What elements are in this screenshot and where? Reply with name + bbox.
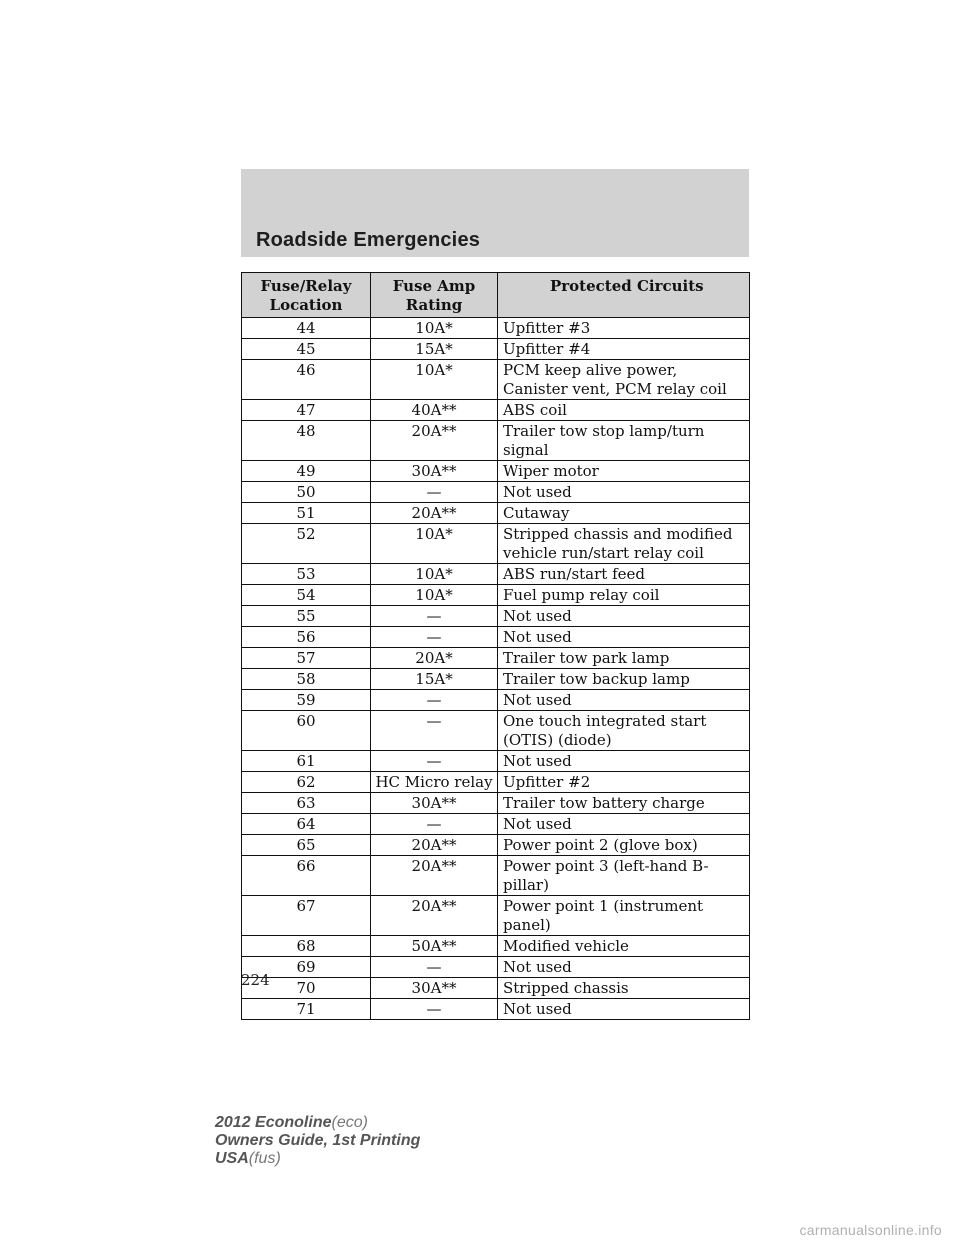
footer-model: 2012 Econoline [215, 1114, 332, 1131]
fuse-location-cell: 66 [242, 856, 371, 896]
fuse-rating-cell: — [371, 711, 498, 751]
protected-circuits-cell: PCM keep alive power, Canister vent, PCM relay coil [498, 360, 750, 400]
protected-circuits-cell: Not used [498, 690, 750, 711]
table-row [242, 461, 750, 482]
fuse-rating-cell: 30A** [371, 461, 498, 482]
table-row [242, 421, 750, 461]
protected-circuits-cell: Upfitter #2 [498, 772, 750, 793]
fuse-location-cell: 70 [242, 978, 371, 999]
header-protected-circuits: Protected Circuits [498, 273, 750, 318]
table-row [242, 835, 750, 856]
fuse-location-cell: 64 [242, 814, 371, 835]
footer-market: USA [215, 1150, 249, 1167]
fuse-rating-cell: 20A** [371, 421, 498, 461]
fuse-rating-cell: — [371, 814, 498, 835]
protected-circuits-cell: Upfitter #4 [498, 339, 750, 360]
table-row [242, 564, 750, 585]
fuse-rating-cell: 15A* [371, 669, 498, 690]
protected-circuits-cell: One touch integrated start (OTIS) (diode) [498, 711, 750, 751]
fuse-location-cell: 61 [242, 751, 371, 772]
watermark: carmanualsonline.info [799, 1222, 942, 1238]
table-row [242, 318, 750, 339]
fuse-location-cell: 51 [242, 503, 371, 524]
table-row [242, 669, 750, 690]
fuse-location-cell: 59 [242, 690, 371, 711]
footer-guide: Owners Guide, 1st Printing [215, 1132, 421, 1149]
table-row [242, 793, 750, 814]
fuse-rating-cell: — [371, 999, 498, 1020]
footer-printing-info [215, 1114, 420, 1168]
protected-circuits-cell: Stripped chassis [498, 978, 750, 999]
table-row [242, 585, 750, 606]
fuse-rating-cell: 40A** [371, 400, 498, 421]
protected-circuits-cell: Wiper motor [498, 461, 750, 482]
fuse-rating-cell: 10A* [371, 564, 498, 585]
header-line: Fuse Amp [392, 277, 476, 295]
table-row [242, 856, 750, 896]
header-line: Location [269, 296, 343, 314]
protected-circuits-cell: Not used [498, 482, 750, 503]
fuse-table [241, 272, 750, 1020]
fuse-location-cell: 63 [242, 793, 371, 814]
fuse-location-cell: 58 [242, 669, 371, 690]
fuse-rating-cell: — [371, 751, 498, 772]
table-row [242, 978, 750, 999]
section-title: Roadside Emergencies [256, 229, 481, 251]
protected-circuits-cell: Stripped chassis and modified vehicle run/start relay coil [498, 524, 750, 564]
fuse-location-cell: 50 [242, 482, 371, 503]
protected-circuits-cell: Modified vehicle [498, 936, 750, 957]
fuse-location-cell: 46 [242, 360, 371, 400]
protected-circuits-cell: ABS run/start feed [498, 564, 750, 585]
header-line: Rating [405, 296, 463, 314]
header-line: Fuse/Relay [260, 277, 352, 295]
fuse-location-cell: 67 [242, 896, 371, 936]
header-fuse-amp-rating [371, 273, 498, 318]
fuse-location-cell: 49 [242, 461, 371, 482]
protected-circuits-cell: Cutaway [498, 503, 750, 524]
fuse-location-cell: 45 [242, 339, 371, 360]
table-row [242, 482, 750, 503]
table-row [242, 606, 750, 627]
fuse-rating-cell: — [371, 627, 498, 648]
table-row [242, 339, 750, 360]
fuse-rating-cell: — [371, 690, 498, 711]
table-row [242, 360, 750, 400]
table-row [242, 896, 750, 936]
page-number: 224 [241, 971, 270, 989]
table-row [242, 503, 750, 524]
fuse-rating-cell: 10A* [371, 524, 498, 564]
fuse-rating-cell: 30A** [371, 978, 498, 999]
fuse-location-cell: 52 [242, 524, 371, 564]
table-row [242, 648, 750, 669]
header-fuse-relay-location [242, 273, 371, 318]
fuse-location-cell: 65 [242, 835, 371, 856]
protected-circuits-cell: ABS coil [498, 400, 750, 421]
footer-market-code: (fus) [248, 1150, 281, 1167]
fuse-location-cell: 71 [242, 999, 371, 1020]
protected-circuits-cell: Not used [498, 957, 750, 978]
protected-circuits-cell: Upfitter #3 [498, 318, 750, 339]
table-row [242, 690, 750, 711]
table-row [242, 936, 750, 957]
fuse-location-cell: 62 [242, 772, 371, 793]
fuse-rating-cell: 10A* [371, 585, 498, 606]
fuse-rating-cell: 10A* [371, 360, 498, 400]
protected-circuits-cell: Not used [498, 751, 750, 772]
fuse-rating-cell: 15A* [371, 339, 498, 360]
fuse-rating-cell: 20A** [371, 503, 498, 524]
table-row [242, 999, 750, 1020]
protected-circuits-cell: Not used [498, 627, 750, 648]
footer-model-code: (eco) [331, 1114, 368, 1131]
protected-circuits-cell: Trailer tow backup lamp [498, 669, 750, 690]
fuse-rating-cell: 20A** [371, 896, 498, 936]
table-row [242, 814, 750, 835]
fuse-rating-cell: HC Micro relay [371, 772, 498, 793]
protected-circuits-cell: Not used [498, 606, 750, 627]
protected-circuits-cell: Power point 3 (left-hand B-pillar) [498, 856, 750, 896]
table-row [242, 524, 750, 564]
fuse-location-cell: 54 [242, 585, 371, 606]
protected-circuits-cell: Power point 2 (glove box) [498, 835, 750, 856]
fuse-location-cell: 44 [242, 318, 371, 339]
protected-circuits-cell: Trailer tow park lamp [498, 648, 750, 669]
fuse-rating-cell: 20A** [371, 856, 498, 896]
fuse-location-cell: 47 [242, 400, 371, 421]
fuse-rating-cell: 10A* [371, 318, 498, 339]
fuse-location-cell: 68 [242, 936, 371, 957]
fuse-rating-cell: 30A** [371, 793, 498, 814]
protected-circuits-cell: Trailer tow stop lamp/turn signal [498, 421, 750, 461]
fuse-table-body [242, 318, 750, 1020]
table-row [242, 711, 750, 751]
fuse-rating-cell: 50A** [371, 936, 498, 957]
fuse-rating-cell: 20A** [371, 835, 498, 856]
fuse-location-cell: 53 [242, 564, 371, 585]
fuse-location-cell: 48 [242, 421, 371, 461]
table-row [242, 627, 750, 648]
protected-circuits-cell: Fuel pump relay coil [498, 585, 750, 606]
protected-circuits-cell: Not used [498, 999, 750, 1020]
fuse-rating-cell: 20A* [371, 648, 498, 669]
fuse-location-cell: 56 [242, 627, 371, 648]
protected-circuits-cell: Power point 1 (instrument panel) [498, 896, 750, 936]
table-row [242, 400, 750, 421]
fuse-location-cell: 69 [242, 957, 371, 978]
fuse-location-cell: 60 [242, 711, 371, 751]
protected-circuits-cell: Not used [498, 814, 750, 835]
table-row [242, 772, 750, 793]
table-row [242, 957, 750, 978]
fuse-rating-cell: — [371, 606, 498, 627]
table-row [242, 751, 750, 772]
fuse-rating-cell: — [371, 482, 498, 503]
fuse-location-cell: 57 [242, 648, 371, 669]
fuse-location-cell: 55 [242, 606, 371, 627]
protected-circuits-cell: Trailer tow battery charge [498, 793, 750, 814]
table-header-row [242, 273, 750, 318]
fuse-rating-cell: — [371, 957, 498, 978]
